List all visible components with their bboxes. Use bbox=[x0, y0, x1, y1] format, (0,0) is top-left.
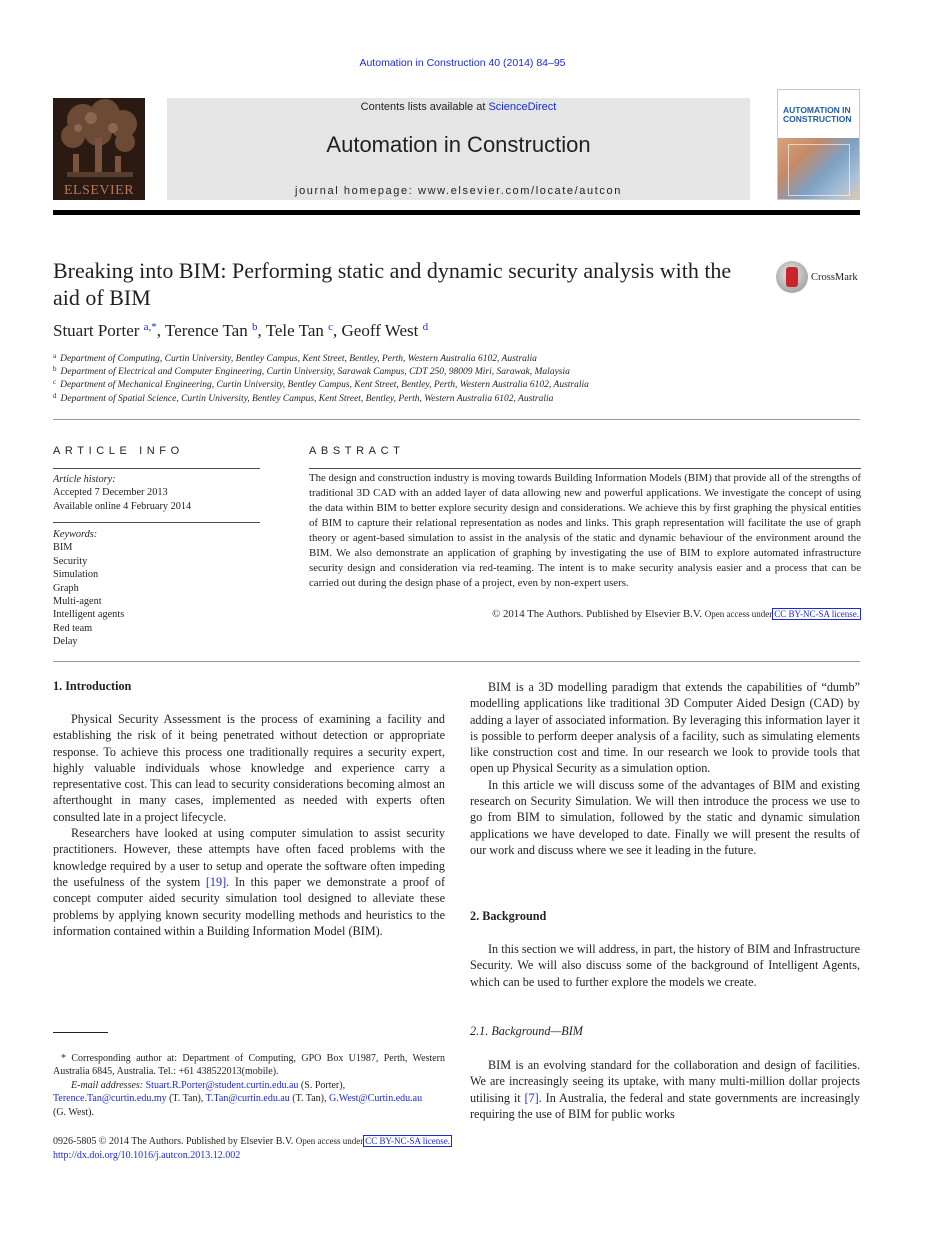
paragraph: Physical Security Assessment is the process of examining a facility and establishing the risk of it being penetrated without detection or appropriate response. To achieve this process one traditionally requires a security expert, highly valuable individuals whose knowledge and experience carry a representative cost. This can lead to security considerations becoming almost an afterthought in many cases, implemented as needed with experts often consulted late in a project lifecycle. bbox=[53, 712, 445, 824]
author-name: Geoff West bbox=[341, 321, 419, 340]
paragraph: Researchers have looked at using computer simulation to assist security practitioners. However, these attempts have often faced problems with the knowledge required by a user to setup and operate the software often impeding the usefulness of the system [19]. In this paper we demonstrate a proof of concept computer aided security simulation tool designed to alleviate these problems by applying known security modelling methods and heuristics to the information contained within a Building Information Model (BIM). bbox=[53, 826, 446, 938]
paper-title: Breaking into BIM: Performing static and dynamic security analysis with the aid of BIM bbox=[53, 258, 732, 310]
divider bbox=[53, 419, 860, 420]
doi-link[interactable]: http://dx.doi.org/10.1016/j.autcon.2013.12.002 bbox=[53, 1149, 241, 1161]
crossmark-label: CrossMark bbox=[811, 272, 858, 283]
footnote-rule bbox=[53, 1032, 108, 1033]
divider bbox=[53, 468, 260, 469]
divider bbox=[53, 661, 860, 662]
author-affiliation-marker[interactable]: c bbox=[328, 321, 334, 333]
email-link[interactable]: T.Tan@curtin.edu.au bbox=[205, 1093, 290, 1105]
background-bim-text bbox=[470, 1057, 860, 1122]
page-footer bbox=[53, 1135, 653, 1162]
author-affiliation-marker[interactable]: b bbox=[251, 321, 258, 333]
history-label: Article history: bbox=[53, 474, 116, 485]
footnote bbox=[53, 1052, 445, 1119]
author-name: Terence Tan bbox=[165, 321, 248, 340]
email-addresses-end: (G. West). bbox=[53, 1106, 94, 1118]
divider bbox=[309, 468, 861, 469]
license-link[interactable]: CC BY-NC-SA license. bbox=[365, 1136, 451, 1146]
keyword: Simulation bbox=[53, 569, 99, 581]
section-heading-background: 2. Background bbox=[470, 909, 547, 923]
email-addresses: E-mail addresses: Stuart.R.Porter@student.curtin.edu.au (S. Porter), bbox=[71, 1079, 346, 1091]
paragraph: BIM is an evolving standard for the collaboration and design of facilities. We are increasingly seeing its uptake, with many multi-million dollar projects utilising it [7]. In Australia, the federal and state governments are increasingly requiring the use of BIM for public works bbox=[470, 1058, 860, 1121]
header-rule bbox=[53, 210, 860, 215]
abstract-text: The design and construction industry is moving towards Building Information Models (BIM) that provide all of the strengths of traditional 3D CAD with an added layer of data allowing new and powerful applications. We investigate the concept of using the data within BIM to better explore security design and considerations. We achieve this by first graphing the physical entities of BIM to capture their relational representation as nodes and links. This graph representation will facilitate the use of graph theory or agent-based simulation to assist in the analysis of the static and dynamic behaviour of the environment around the BIM. We also demonstrate an application of graphing by investigating the use of BIM to explore automated infrastructure security design and consideration via red-teaming. The intent is to make security analysis easier and a process that can be carried out during the design phase of a project, even by non-expert users. bbox=[309, 472, 861, 589]
reference-link[interactable]: [19] bbox=[205, 874, 227, 889]
affiliation-c: $^c$ Department of Mechanical Engineering, Curtin University, Bentley Campus, Kent Street, Bentley, Perth, Western Australia 6102, Australia bbox=[53, 378, 589, 390]
article-history bbox=[53, 473, 191, 513]
elsevier-wordmark: ELSEVIER bbox=[63, 183, 135, 198]
corresponding-author-note: * Corresponding author at: Department of Computing, GPO Box U1987, Perth, Western Australia 6845, Australia. Tel.: +61 438522013(mobile). bbox=[53, 1053, 446, 1078]
journal-banner bbox=[167, 98, 750, 200]
journal-homepage[interactable]: journal homepage: www.elsevier.com/locate/autcon bbox=[295, 185, 622, 197]
keyword: Graph bbox=[53, 582, 79, 594]
author-affiliation-marker[interactable]: a,* bbox=[143, 321, 157, 333]
affiliation-a: $^a$ Department of Computing, Curtin University, Bentley Campus, Kent Street, Bentley, Perth, Western Australia 6102, Australia bbox=[53, 352, 537, 364]
crossmark-icon bbox=[776, 261, 808, 293]
keyword: Red team bbox=[53, 622, 93, 634]
keyword: Security bbox=[53, 555, 88, 567]
paragraph: BIM is a 3D modelling paradigm that extends the capabilities of “dumb” modelling applications like traditional 3D Computer Aided Design (CAD) by adding a layer of associated information. By leveraging this information layer it is possible to perform deeper analysis of a facility, such as simulating elements like construction cost and time. In our research we look to provide tools that open up Physical Security as a simulation option. bbox=[470, 680, 860, 776]
journal-name: Automation in Construction bbox=[326, 132, 591, 157]
accepted-date: Accepted 7 December 2013 bbox=[53, 487, 168, 499]
open-access-text: Open access under bbox=[704, 609, 773, 619]
subsection-heading-bim: 2.1. Background—BIM bbox=[470, 1024, 583, 1038]
abstract-heading: ABSTRACT bbox=[309, 445, 405, 457]
crossmark-button[interactable] bbox=[776, 261, 866, 295]
affiliation-d: $^d$ Department of Spatial Science, Curtin University, Bentley Campus, Kent Street, Bentley, Perth, Western Australia 6102, Australia bbox=[53, 392, 554, 404]
keywords-block bbox=[53, 528, 124, 649]
copyright-text: © 2014 The Authors. Published by Elsevier B.V. bbox=[492, 608, 703, 620]
online-date: Available online 4 February 2014 bbox=[53, 500, 192, 512]
footer-copyright: 0926-5805 © 2014 The Authors. Published by Elsevier B.V. Open access under CC BY-NC-SA license. bbox=[53, 1136, 451, 1147]
email-link[interactable]: G.West@Curtin.edu.au bbox=[328, 1093, 423, 1105]
email-addresses-cont: Terence.Tan@curtin.edu.my (T. Tan), T.Tan@curtin.edu.au (T. Tan), G.West@Curtin.edu.au bbox=[53, 1093, 423, 1105]
keywords-label: Keywords: bbox=[53, 529, 98, 540]
affiliation-b: $^b$ Department of Electrical and Computer Engineering, Curtin University, Sarawak Campus, CDT 250, 98009 Miri, Sarawak, Malaysia bbox=[53, 365, 570, 377]
divider bbox=[53, 522, 260, 523]
paragraph: In this section we will address, in part, the history of BIM and Infrastructure Security. We will also discuss some of the background of Intelligent Agents, which can be used to further explore the models we create. bbox=[470, 942, 860, 989]
elsevier-tree-icon bbox=[53, 98, 145, 186]
author-list: Stuart Porter $^{a,*}$, Terence Tan $^b$, Tele Tan $^c$, Geoff West $^d$ bbox=[53, 321, 429, 340]
reference-link[interactable]: [7] bbox=[524, 1090, 539, 1105]
email-link[interactable]: Stuart.R.Porter@student.curtin.edu.au bbox=[145, 1079, 299, 1091]
sciencedirect-link[interactable]: ScienceDirect bbox=[488, 101, 557, 113]
cover-photo bbox=[778, 138, 860, 200]
author-name: Tele Tan bbox=[265, 321, 324, 340]
keyword: BIM bbox=[53, 542, 73, 554]
cover-title: AUTOMATION IN CONSTRUCTION bbox=[783, 105, 852, 124]
journal-citation-link[interactable]: Automation in Construction 40 (2014) 84–95 bbox=[359, 57, 566, 69]
journal-cover-thumbnail bbox=[777, 89, 860, 200]
introduction-text bbox=[53, 711, 445, 939]
issn: 0926-5805 bbox=[53, 1136, 97, 1147]
section-heading-introduction: 1. Introduction bbox=[53, 679, 132, 693]
elsevier-logo bbox=[53, 98, 145, 200]
background-text bbox=[470, 941, 860, 990]
author-name: Stuart Porter bbox=[53, 321, 140, 340]
keyword: Intelligent agents bbox=[53, 609, 125, 621]
keyword: Delay bbox=[53, 636, 78, 648]
paragraph: In this article we will discuss some of the advantages of BIM and existing research on Security Simulation. We will then introduce the process we use to go from BIM to simulation, followed by the static and dynamic simulation applications we have developed to date. Finally we will present the results of our work and discuss where we see it leading in the future. bbox=[470, 777, 860, 857]
email-link[interactable]: Terence.Tan@curtin.edu.my bbox=[53, 1093, 167, 1105]
abstract-copyright bbox=[309, 607, 861, 622]
contents-line: Contents lists available at ScienceDirect bbox=[360, 101, 557, 113]
keyword: Multi-agent bbox=[53, 596, 102, 608]
author-affiliation-marker[interactable]: d bbox=[422, 321, 429, 333]
right-column-intro bbox=[470, 679, 860, 858]
article-info-heading: ARTICLE INFO bbox=[53, 445, 184, 457]
license-link[interactable]: CC BY-NC-SA license. bbox=[774, 609, 859, 619]
